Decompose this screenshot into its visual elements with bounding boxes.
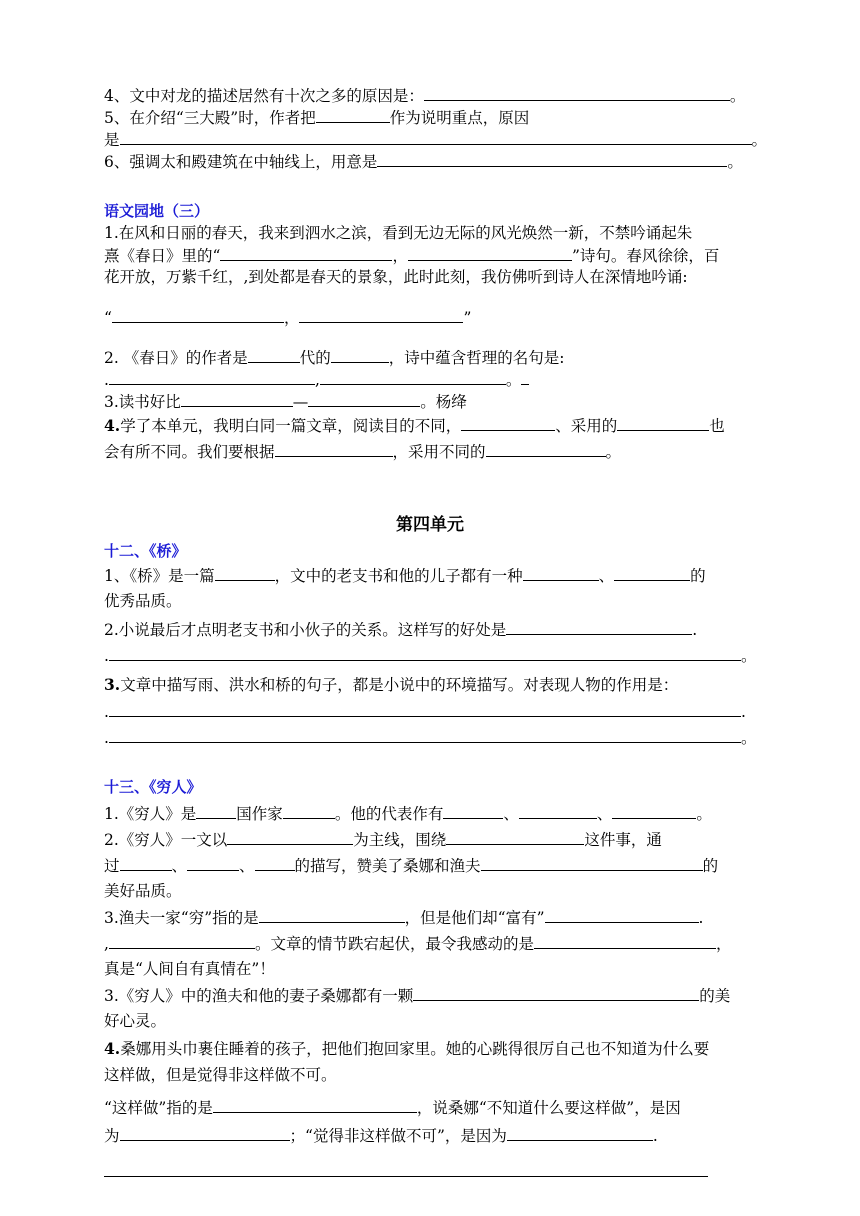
- answer-blank[interactable]: [377, 150, 727, 167]
- answer-blank[interactable]: [519, 802, 597, 819]
- question-6: [104, 150, 743, 173]
- text: 的: [702, 857, 719, 875]
- answer-blank[interactable]: [213, 1096, 417, 1113]
- answer-blank[interactable]: [424, 84, 730, 101]
- answer-blank[interactable]: [112, 306, 284, 323]
- text: ，但是他们却“富有”: [404, 909, 545, 927]
- answer-blank[interactable]: [331, 346, 389, 363]
- unit-title: 第四单元: [396, 515, 464, 535]
- text: 。他的代表作有: [334, 805, 444, 823]
- question-text: 4、文中对龙的描述居然有十次之多的原因是：: [104, 87, 424, 105]
- text: 3.渔夫一家“穷”指的是: [104, 909, 259, 927]
- punct: ”: [463, 309, 472, 327]
- text: ”诗句。春风徐徐，百: [571, 247, 720, 265]
- text: 熹《春日》里的“: [104, 247, 221, 265]
- punct: 。: [605, 443, 622, 461]
- text: 会有所不同。我们要根据: [104, 443, 275, 461]
- answer-blank[interactable]: [220, 244, 392, 261]
- answer-blank[interactable]: [523, 564, 599, 581]
- answer-blank[interactable]: [320, 368, 506, 385]
- text: ，诗中蕴含哲理的名句是:: [388, 349, 565, 367]
- section-title-poor: 十三、《穷人》: [104, 778, 202, 796]
- punct: 。: [505, 371, 522, 389]
- poor-question-4-line: [104, 1124, 658, 1147]
- text: 3.《穷人》中的渔夫和他的妻子桑娜都有一颗: [104, 987, 414, 1005]
- answer-blank[interactable]: [408, 244, 572, 261]
- answer-blank[interactable]: [506, 618, 692, 635]
- answer-blank[interactable]: [196, 802, 236, 819]
- question-2: [104, 346, 564, 369]
- bridge-question-1-cont: 优秀品质。: [104, 592, 182, 610]
- poor-question-2: [104, 828, 662, 851]
- punct: .: [104, 703, 109, 721]
- text: 的描写，赞美了桑娜和渔夫: [294, 857, 481, 875]
- punct: .: [652, 1127, 658, 1145]
- text: 1、《桥》是一篇: [104, 567, 215, 585]
- answer-blank[interactable]: [461, 414, 555, 431]
- punct: ，: [715, 935, 732, 953]
- punct: 、: [503, 805, 519, 823]
- answer-blank[interactable]: [299, 306, 463, 323]
- question-5: [104, 106, 529, 129]
- quote-line: [104, 306, 471, 329]
- answer-blank[interactable]: [120, 128, 752, 145]
- punct: 。: [751, 131, 768, 149]
- question-number: 4.: [104, 416, 121, 435]
- text: 这件事，通: [584, 831, 662, 849]
- question-number: 4.: [104, 1039, 121, 1058]
- answer-blank[interactable]: [227, 828, 353, 845]
- poor-question-3-end: 真是“人间自有真情在”！: [104, 960, 275, 978]
- punct: 、: [598, 567, 615, 585]
- bottom-divider: [104, 1176, 708, 1177]
- text: 2.小说最后才点明老支书和小伙子的关系。这样写的好处是: [104, 621, 507, 639]
- answer-blank[interactable]: [120, 854, 172, 871]
- text: 为: [104, 1127, 120, 1145]
- answer-blank[interactable]: [486, 440, 606, 457]
- bridge-question-2-cont: [104, 644, 756, 667]
- answer-blank[interactable]: [275, 440, 393, 457]
- punct: .: [104, 371, 109, 389]
- punct: 。: [727, 153, 743, 171]
- question-text: 作为说明重点，原因: [389, 109, 530, 127]
- question-text: 6、强调太和殿建筑在中轴线上，用意是: [104, 153, 378, 171]
- question-text: 是: [104, 131, 120, 149]
- punct: .: [692, 621, 698, 639]
- bridge-question-1: [104, 564, 706, 587]
- section-title-yuwen-3: 语文园地（三）: [104, 202, 210, 220]
- text: 2.《穷人》一文以: [104, 831, 228, 849]
- answer-blank[interactable]: [413, 984, 699, 1001]
- text: ，文中的老支书和他的儿子都有一种: [274, 567, 523, 585]
- paragraph-line: 花开放，万紫千红，,到处都是春天的景象，此时此刻，我仿佛听到诗人在深情地吟诵:: [104, 268, 688, 286]
- bridge-question-3: [104, 674, 678, 696]
- answer-blank[interactable]: [109, 726, 741, 743]
- answer-blank[interactable]: [446, 828, 584, 845]
- punct: 。: [729, 87, 746, 105]
- text: 过: [104, 857, 120, 875]
- paragraph-line: [104, 244, 719, 267]
- text: 国作家: [236, 805, 283, 823]
- bridge-question-3-line: [104, 700, 746, 723]
- text: 学了本单元，我明白同一篇文章，阅读目的不同，: [120, 417, 462, 435]
- poor-question-2-cont: [104, 854, 718, 877]
- answer-blank[interactable]: [109, 368, 315, 385]
- poor-question-3b: [104, 984, 730, 1007]
- answer-blank[interactable]: [612, 802, 696, 819]
- punct: 。: [696, 805, 712, 823]
- question-text: 5、在介绍“三大殿”时，作者把: [104, 109, 316, 127]
- text: 、采用的: [555, 417, 618, 435]
- text: 的美: [699, 987, 731, 1005]
- text: 2. 《春日》的作者是: [104, 349, 248, 367]
- text: 的: [690, 567, 706, 585]
- punct: .: [104, 729, 109, 747]
- question-2-cont: [104, 368, 529, 391]
- punct: ,: [104, 935, 109, 953]
- answer-blank[interactable]: [308, 390, 420, 407]
- answer-blank[interactable]: [248, 346, 300, 363]
- question-3: [104, 390, 467, 413]
- text: 文章中描写雨、洪水和桥的句子，都是小说中的环境描写。对表现人物的作用是：: [120, 676, 679, 694]
- answer-blank[interactable]: [187, 854, 239, 871]
- answer-blank[interactable]: [120, 1124, 290, 1141]
- answer-blank[interactable]: [181, 390, 293, 407]
- text: ，采用不同的: [392, 443, 486, 461]
- answer-blank[interactable]: [481, 854, 703, 871]
- punct: —: [292, 393, 309, 411]
- bridge-question-3-line: [104, 726, 756, 749]
- paragraph-line: 1.在风和日丽的春天，我来到泗水之滨，看到无边无际的风光焕然一新，不禁吟诵起朱: [104, 224, 693, 242]
- text: ，说桑娜“不知道什么要这样做”，是因: [416, 1099, 681, 1117]
- poor-question-4: [104, 1038, 709, 1060]
- question-4-cont: [104, 440, 621, 463]
- punct: ，: [392, 247, 408, 265]
- answer-blank[interactable]: [617, 414, 709, 431]
- question-number: 3.: [104, 675, 121, 694]
- punct: “: [104, 309, 112, 327]
- text: 3.读书好比: [104, 393, 181, 411]
- text: 为主线，围绕: [353, 831, 447, 849]
- answer-blank[interactable]: [545, 906, 699, 923]
- punct: 、: [596, 805, 613, 823]
- answer-blank[interactable]: [534, 932, 716, 949]
- punct: ,: [314, 371, 320, 389]
- poor-question-1: [104, 802, 712, 825]
- text: ；“觉得非这样做不可”，是因为: [289, 1127, 507, 1145]
- answer-blank[interactable]: [109, 932, 255, 949]
- text: 代的: [299, 349, 331, 367]
- text: 。文章的情节跌宕起伏，最令我感动的是: [254, 935, 534, 953]
- answer-blank[interactable]: [521, 368, 529, 385]
- answer-blank[interactable]: [283, 802, 335, 819]
- answer-blank[interactable]: [316, 106, 390, 123]
- text: “这样做”指的是: [104, 1099, 213, 1117]
- answer-blank[interactable]: [109, 644, 741, 661]
- text: 也: [709, 417, 725, 435]
- text: 桑娜用头巾裹住睡着的孩子，把他们抱回家里。她的心跳得很厉自己也不知道为什么要: [120, 1040, 710, 1058]
- text: 。杨绛: [420, 393, 467, 411]
- answer-blank[interactable]: [614, 564, 690, 581]
- answer-blank[interactable]: [443, 802, 503, 819]
- punct: 、: [171, 857, 188, 875]
- section-title-bridge: 十二、《桥》: [104, 542, 187, 560]
- text: 1.《穷人》是: [104, 805, 197, 823]
- answer-blank[interactable]: [259, 906, 405, 923]
- answer-blank[interactable]: [255, 854, 295, 871]
- punct: .: [698, 909, 704, 927]
- punct: .: [740, 703, 746, 721]
- punct: 。: [740, 647, 757, 665]
- poor-question-4-cont: 这样做，但是觉得非这样做不可。: [104, 1066, 337, 1084]
- answer-blank[interactable]: [215, 564, 275, 581]
- punct: .: [104, 647, 109, 665]
- punct: 、: [239, 857, 255, 875]
- poor-question-2-end: 美好品质。: [104, 882, 182, 900]
- punct: ，: [283, 309, 300, 327]
- punct: 。: [740, 729, 757, 747]
- question-4: [104, 414, 725, 437]
- answer-blank[interactable]: [507, 1124, 653, 1141]
- bridge-question-2: [104, 618, 697, 641]
- poor-question-3b-end: 好心灵。: [104, 1012, 167, 1030]
- poor-question-4-line: [104, 1096, 681, 1119]
- answer-blank[interactable]: [109, 700, 741, 717]
- question-4: [104, 84, 745, 107]
- poor-question-3-cont: [104, 932, 731, 955]
- poor-question-3: [104, 906, 703, 929]
- question-5-cont: [104, 128, 767, 151]
